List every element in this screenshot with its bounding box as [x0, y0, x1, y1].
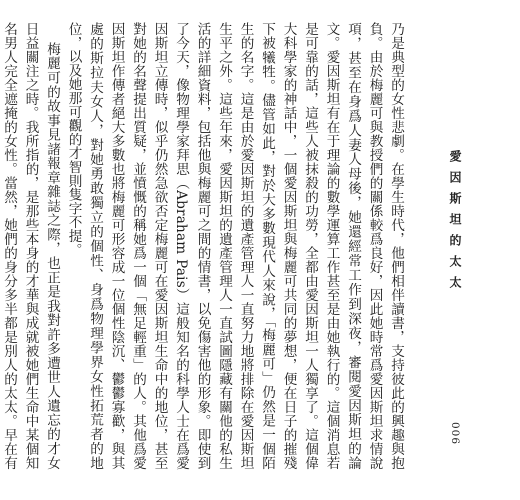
page-number: 006	[449, 422, 461, 446]
body-text	[0, 22, 406, 470]
paragraph-2: 梅麗可的故事見諸報章雜誌之際，也正是我對許多遭世人遺忘的才女日益關注之時。我所指的，是那些本身的才華與成就被她們生命中某個知名男人完全遮掩的女性。當然，她們的身分多半都是別人的太太。早在有	[1, 22, 60, 470]
paragraph-1: 乃是典型的女性悲劇。在學生時代，他們相伴讀書，支持彼此的興趣與抱負。由於梅麗可與教授們的關係較爲良好，因此她時常爲愛因斯坦求情說項，甚至在身爲人妻人母後，她還經常工作到深夜，審閱愛因斯坦的論文。愛因斯坦有在于理論的數學運算工作甚至是由她執行的。這個消息若是可靠的話，這些人被抹殺的功勞，全都由愛因斯坦一人獨享了。這個偉大科學家的神話中，一個愛因斯坦與梅麗可共同的夢想，便在日子的摧殘下被犧牲。儘管如此，對於大多數現代人來說，「梅麗可」仍然是一個陌生的名字。這是由於愛因斯坦的遺產管理人一直努力地將排除在愛因斯坦生平之外。這些年來，愛因斯坦的遺產管理人一直試圖隱藏有關他的私生活的詳細資料，包括他與梅麗可之間的情書，以免傷害他的形象。即使到了今天，像物理學家拜思（Abraham Pais）這般知名的科學人士在爲愛因斯坦立傳時，似乎仍然急欲否定梅麗可在愛因斯坦生命中的地位，甚至對她的名聲提出質疑，並憤慨的稱她爲一個「無足輕重」的人。其他爲愛因斯坦作傳者絕大多數也將梅麗可形容成一位個性陰沉、鬱鬱寡歡，與其處的斯拉夫女人，對她勇敢獨立的個性、身爲物理學界女性拓荒者的地位，以及她那可觀的才智則隻字不提。	[65, 22, 404, 470]
running-title: 愛因斯坦的太太	[448, 150, 462, 297]
